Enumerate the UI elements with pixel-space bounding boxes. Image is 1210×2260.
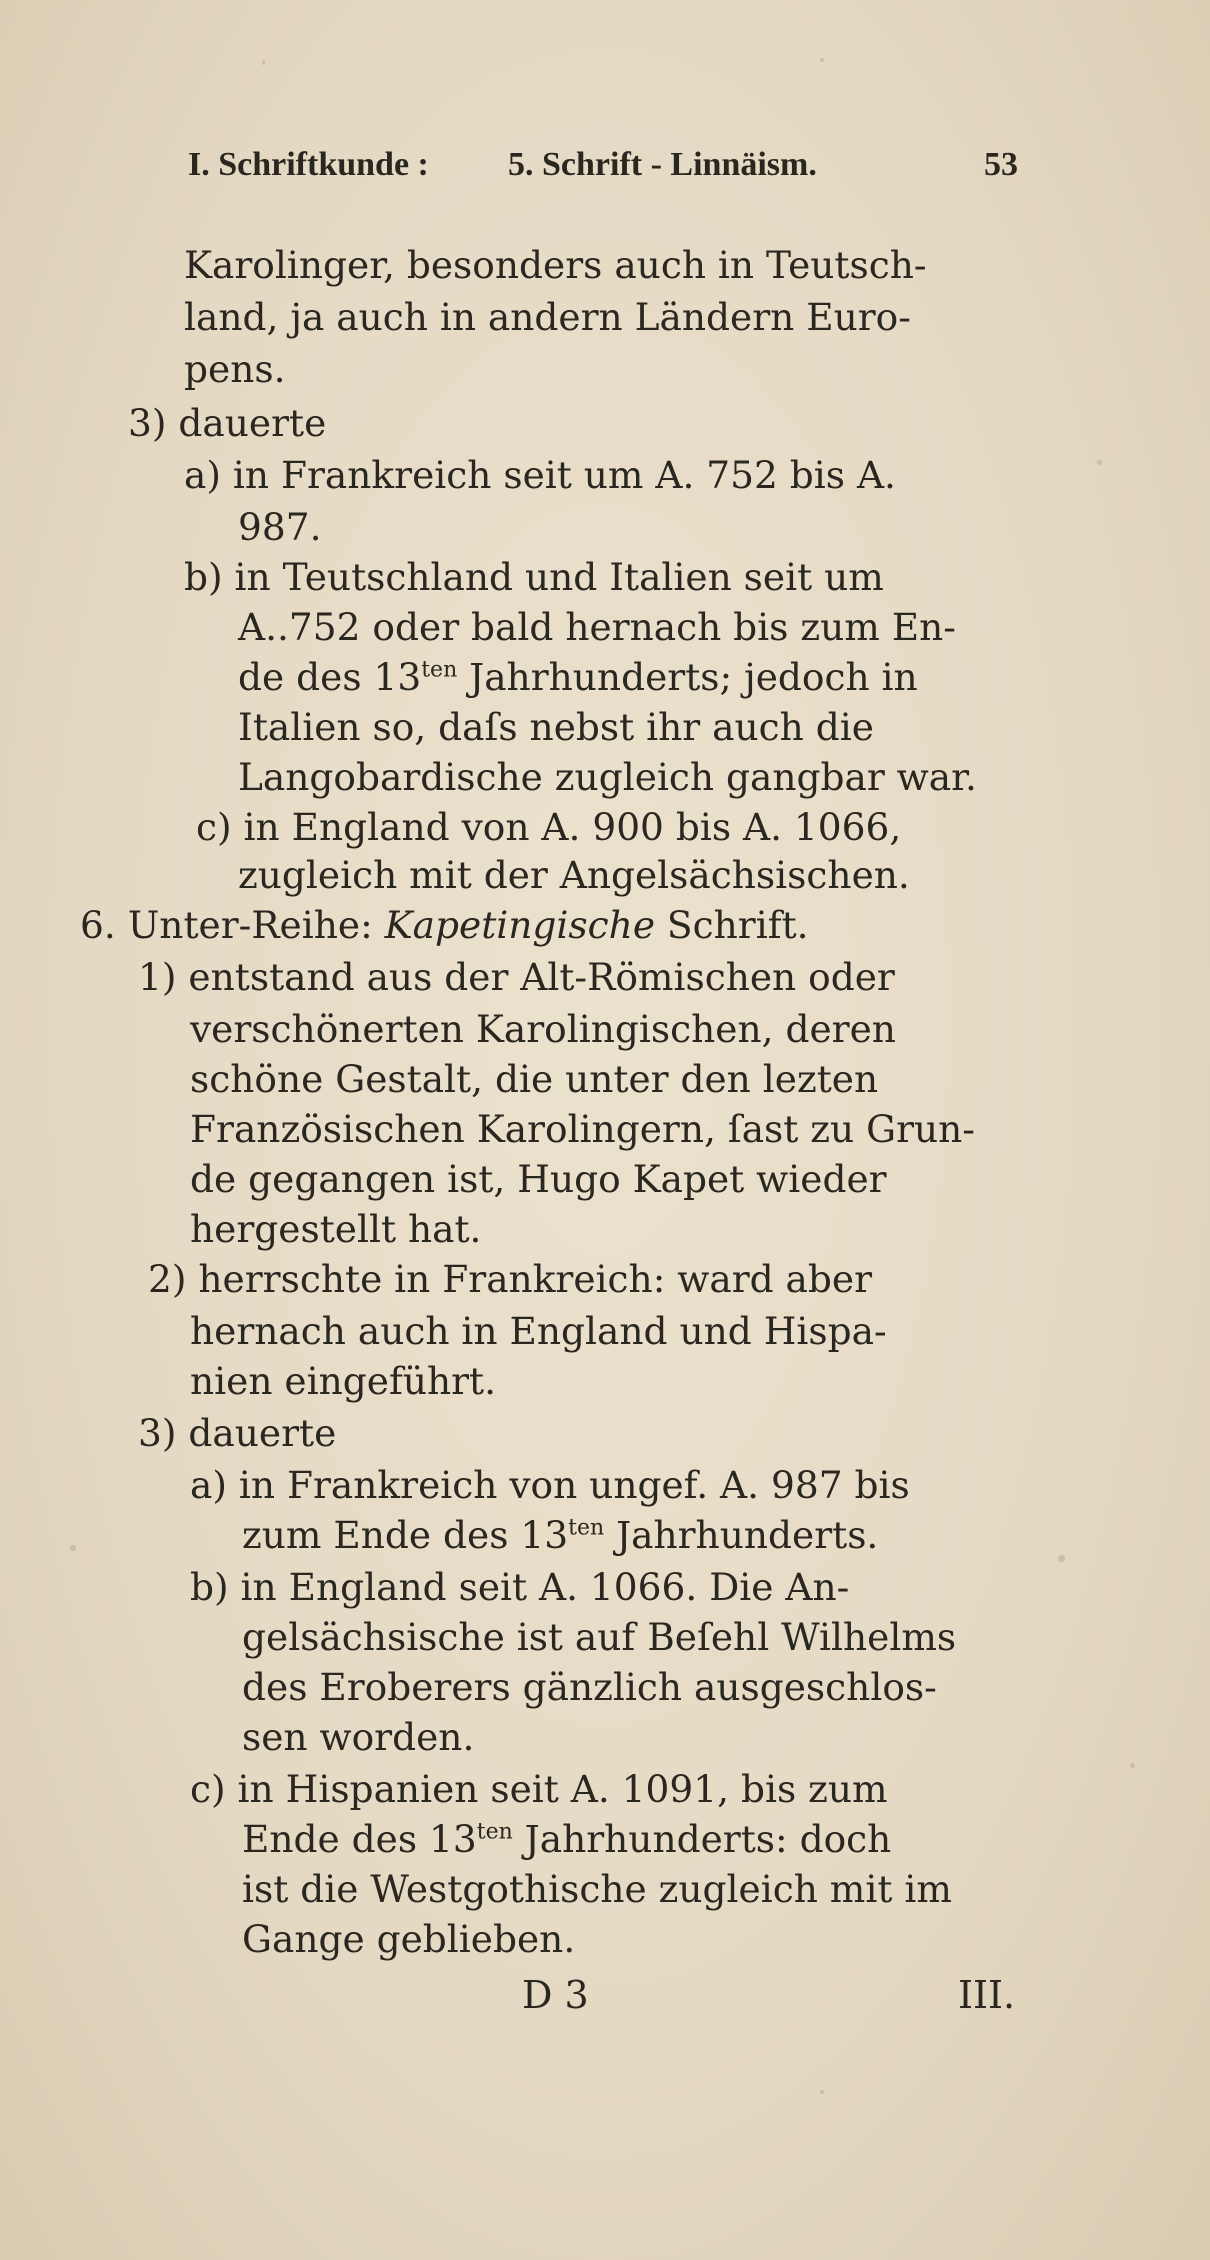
text-line: hernach auch in England und Hispa- bbox=[190, 1309, 887, 1353]
text-line: Italien so, daſs nebst ihr auch die bbox=[238, 705, 874, 749]
text-line: 3) dauerte bbox=[128, 401, 327, 445]
paper-speck bbox=[820, 2090, 824, 2094]
text-line: schöne Gestalt, die unter den lezten bbox=[190, 1057, 879, 1101]
signature-mark: D 3 bbox=[522, 1973, 589, 2017]
text-line: 3) dauerte bbox=[138, 1411, 337, 1455]
paper-speck bbox=[1130, 1763, 1135, 1768]
text-line: a) in Frankreich von ungef. A. 987 bis bbox=[190, 1463, 910, 1507]
superscript: ten bbox=[476, 1819, 513, 1845]
text-line: c) in Hispanien seit A. 1091, bis zum bbox=[190, 1767, 888, 1811]
text-fragment: Jahrhunderts. bbox=[604, 1513, 879, 1557]
text-line: des Eroberers gänzlich ausgeschlos- bbox=[242, 1665, 937, 1709]
paper-speck bbox=[262, 60, 265, 65]
text-line: Langobardische zugleich gangbar war. bbox=[238, 755, 977, 799]
catchword: III. bbox=[958, 1973, 1016, 2017]
paper-speck bbox=[1058, 1555, 1065, 1562]
paper-speck bbox=[70, 1545, 76, 1551]
text-line: verschönerten Karolingischen, deren bbox=[190, 1007, 896, 1051]
text-line: pens. bbox=[184, 347, 286, 391]
text-fragment: zum Ende des 13 bbox=[242, 1513, 569, 1557]
text-line: gelsächsische ist auf Beſehl Wilhelms bbox=[242, 1615, 957, 1659]
text-line bbox=[242, 1510, 878, 1560]
text-line: b) in Teutschland und Italien seit um bbox=[184, 555, 884, 599]
text-line: Gange geblieben. bbox=[242, 1917, 576, 1961]
text-line: sen worden. bbox=[242, 1715, 475, 1759]
text-fragment: de des 13 bbox=[238, 655, 422, 699]
superscript: ten bbox=[421, 657, 458, 683]
text-line: b) in England seit A. 1066. Die An- bbox=[190, 1565, 850, 1609]
text-line: c) in England von A. 900 bis A. 1066, bbox=[196, 805, 902, 849]
text-fragment: Schrift. bbox=[655, 903, 809, 947]
superscript: ten bbox=[568, 1515, 605, 1541]
text-line: land, ja auch in andern Ländern Euro- bbox=[184, 295, 911, 339]
text-line: zugleich mit der Angelsächsischen. bbox=[238, 853, 910, 897]
text-line: a) in Frankreich seit um A. 752 bis A. bbox=[184, 453, 896, 497]
italic-term: Kapetingische bbox=[384, 903, 656, 947]
text-line bbox=[242, 1814, 891, 1864]
text-line: Französischen Karolingern, ſast zu Grun- bbox=[190, 1107, 975, 1151]
text-line: ist die Westgothische zugleich mit im bbox=[242, 1867, 952, 1911]
paper-speck bbox=[820, 58, 824, 62]
text-fragment: Ende des 13 bbox=[242, 1817, 477, 1861]
paper-speck bbox=[1097, 460, 1102, 465]
text-line: Karolinger, besonders auch in Teutsch- bbox=[184, 243, 927, 287]
section-heading bbox=[80, 900, 809, 950]
text-fragment: 6. Unter-Reihe: bbox=[80, 903, 385, 947]
text-fragment: Jahrhunderts; jedoch in bbox=[457, 655, 918, 699]
header-section: I. Schriftkunde : bbox=[188, 146, 429, 183]
text-fragment: Jahrhunderts: doch bbox=[512, 1817, 892, 1861]
text-line: A..752 oder bald hernach bis zum En- bbox=[238, 605, 956, 649]
text-line: 1) entstand aus der Alt-Römischen oder bbox=[138, 955, 895, 999]
text-line: de gegangen ist, Hugo Kapet wieder bbox=[190, 1157, 887, 1201]
text-line: hergestellt hat. bbox=[190, 1207, 482, 1251]
text-line: nien eingeführt. bbox=[190, 1359, 497, 1403]
text-line: 987. bbox=[238, 505, 322, 549]
page-number: 53 bbox=[984, 146, 1018, 183]
header-subsection: 5. Schrift - Linnäism. bbox=[508, 146, 817, 183]
text-line bbox=[238, 652, 918, 702]
text-line: 2) herrschte in Frankreich: ward aber bbox=[148, 1257, 873, 1301]
running-header bbox=[188, 146, 1018, 196]
